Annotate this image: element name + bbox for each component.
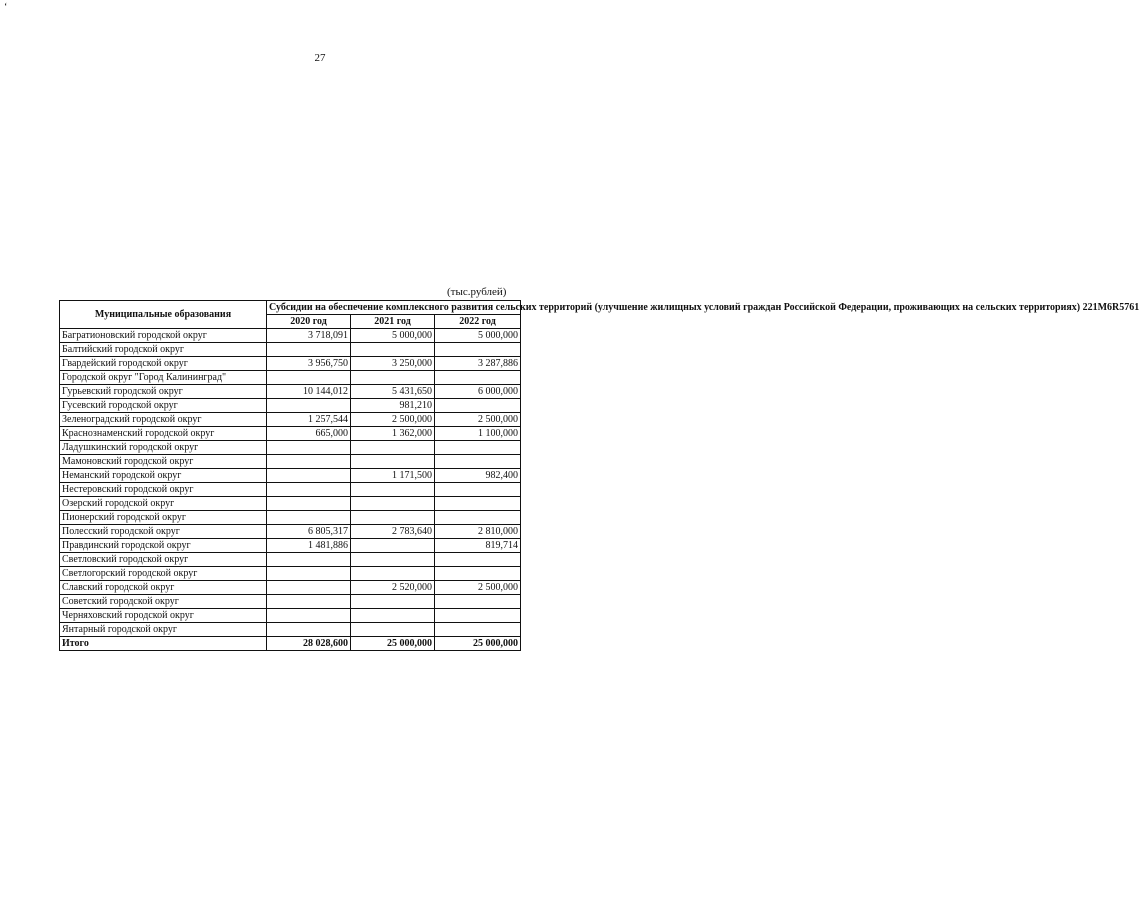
municipality-cell: Гусевский городской округ <box>60 399 267 413</box>
value-2022-cell <box>435 483 521 497</box>
table-row <box>60 553 521 567</box>
value-2022-cell: 3 287,886 <box>435 357 521 371</box>
value-2022-cell <box>435 567 521 581</box>
municipality-cell: Янтарный городской округ <box>60 623 267 637</box>
value-2021-cell <box>351 553 435 567</box>
corner-mark: ʻ <box>4 2 8 13</box>
value-2022-cell: 819,714 <box>435 539 521 553</box>
table-row <box>60 427 521 441</box>
value-2022-cell <box>435 441 521 455</box>
table-row <box>60 539 521 553</box>
header-subsidy: Субсидии на обеспечение комплексного развития сельских территорий (улучшение жилищных условий граждан Российской Федерации, проживающих на сельских территориях) 221M6R5761 <box>267 301 521 315</box>
municipality-cell: Озерский городской округ <box>60 497 267 511</box>
value-2021-cell: 3 250,000 <box>351 357 435 371</box>
value-2022-cell: 6 000,000 <box>435 385 521 399</box>
municipality-cell: Зеленоградский городской округ <box>60 413 267 427</box>
value-2022-cell: 2 810,000 <box>435 525 521 539</box>
header-year-2020: 2020 год <box>267 315 351 329</box>
municipality-cell: Черняховский городской округ <box>60 609 267 623</box>
header-year-2021: 2021 год <box>351 315 435 329</box>
value-2021-cell: 981,210 <box>351 399 435 413</box>
municipality-cell: Ладушкинский городской округ <box>60 441 267 455</box>
value-2020-cell <box>267 497 351 511</box>
value-2022-cell: 982,400 <box>435 469 521 483</box>
value-2021-cell <box>351 497 435 511</box>
value-2021-cell: 2 500,000 <box>351 413 435 427</box>
value-2022-cell: 2 500,000 <box>435 581 521 595</box>
value-2022-cell <box>435 399 521 413</box>
units-label: (тыс.рублей) <box>447 286 507 298</box>
municipality-cell: Светловский городской округ <box>60 553 267 567</box>
table-row <box>60 469 521 483</box>
subsidy-table <box>59 300 1139 651</box>
value-2021-cell <box>351 343 435 357</box>
table-row <box>60 525 521 539</box>
total-2020: 28 028,600 <box>267 637 351 651</box>
municipality-cell: Полесский городской округ <box>60 525 267 539</box>
table-row <box>60 497 521 511</box>
value-2021-cell <box>351 539 435 553</box>
value-2022-cell <box>435 371 521 385</box>
value-2022-cell <box>435 595 521 609</box>
table-row <box>60 511 521 525</box>
table-row <box>60 371 521 385</box>
value-2020-cell <box>267 441 351 455</box>
value-2022-cell: 2 500,000 <box>435 413 521 427</box>
table-row <box>60 413 521 427</box>
municipality-cell: Пионерский городской округ <box>60 511 267 525</box>
value-2021-cell <box>351 567 435 581</box>
municipality-cell: Краснознаменский городской округ <box>60 427 267 441</box>
municipality-cell: Правдинский городской округ <box>60 539 267 553</box>
table-row <box>60 357 521 371</box>
table-row <box>60 567 521 581</box>
value-2020-cell <box>267 567 351 581</box>
table-row <box>60 595 521 609</box>
value-2020-cell: 3 718,091 <box>267 329 351 343</box>
page-number: 27 <box>314 52 326 64</box>
value-2022-cell <box>435 609 521 623</box>
municipality-cell: Советский городской округ <box>60 595 267 609</box>
value-2022-cell <box>435 623 521 637</box>
value-2020-cell: 1 481,886 <box>267 539 351 553</box>
total-label: Итого <box>60 637 267 651</box>
value-2020-cell: 6 805,317 <box>267 525 351 539</box>
table-row <box>60 441 521 455</box>
value-2020-cell <box>267 371 351 385</box>
value-2020-cell <box>267 581 351 595</box>
municipality-cell: Гвардейский городской округ <box>60 357 267 371</box>
value-2022-cell <box>435 455 521 469</box>
value-2021-cell <box>351 371 435 385</box>
value-2021-cell <box>351 455 435 469</box>
value-2021-cell: 1 362,000 <box>351 427 435 441</box>
value-2020-cell <box>267 343 351 357</box>
value-2021-cell <box>351 595 435 609</box>
value-2020-cell: 3 956,750 <box>267 357 351 371</box>
municipality-cell: Славский городской округ <box>60 581 267 595</box>
municipality-cell: Багратионовский городской округ <box>60 329 267 343</box>
value-2022-cell <box>435 511 521 525</box>
value-2020-cell <box>267 623 351 637</box>
value-2021-cell <box>351 441 435 455</box>
municipality-cell: Балтийский городской округ <box>60 343 267 357</box>
municipality-cell: Гурьевский городской округ <box>60 385 267 399</box>
value-2021-cell: 2 783,640 <box>351 525 435 539</box>
value-2020-cell <box>267 553 351 567</box>
header-year-2022: 2022 год <box>435 315 521 329</box>
value-2022-cell <box>435 497 521 511</box>
value-2020-cell <box>267 609 351 623</box>
value-2021-cell: 5 431,650 <box>351 385 435 399</box>
value-2020-cell <box>267 399 351 413</box>
table-row <box>60 385 521 399</box>
total-row <box>60 637 521 651</box>
table-row <box>60 609 521 623</box>
header-municipal: Муниципальные образования <box>60 301 267 329</box>
table-body <box>60 329 521 637</box>
value-2021-cell: 2 520,000 <box>351 581 435 595</box>
table-row <box>60 399 521 413</box>
value-2020-cell <box>267 455 351 469</box>
value-2022-cell: 5 000,000 <box>435 329 521 343</box>
municipality-cell: Городской округ "Город Калининград" <box>60 371 267 385</box>
table-row <box>60 455 521 469</box>
value-2022-cell: 1 100,000 <box>435 427 521 441</box>
table-row <box>60 581 521 595</box>
value-2021-cell <box>351 511 435 525</box>
value-2020-cell <box>267 469 351 483</box>
total-2022: 25 000,000 <box>435 637 521 651</box>
value-2021-cell <box>351 623 435 637</box>
table-row <box>60 343 521 357</box>
table-row <box>60 623 521 637</box>
value-2020-cell: 1 257,544 <box>267 413 351 427</box>
value-2020-cell <box>267 511 351 525</box>
value-2020-cell: 10 144,012 <box>267 385 351 399</box>
municipality-cell: Светлогорский городской округ <box>60 567 267 581</box>
value-2021-cell <box>351 483 435 497</box>
value-2020-cell <box>267 483 351 497</box>
value-2020-cell <box>267 595 351 609</box>
value-2022-cell <box>435 343 521 357</box>
total-2021: 25 000,000 <box>351 637 435 651</box>
municipality-cell: Нестеровский городской округ <box>60 483 267 497</box>
value-2021-cell: 1 171,500 <box>351 469 435 483</box>
municipality-cell: Мамоновский городской округ <box>60 455 267 469</box>
table-row <box>60 483 521 497</box>
value-2021-cell <box>351 609 435 623</box>
table-row <box>60 329 521 343</box>
value-2022-cell <box>435 553 521 567</box>
value-2021-cell: 5 000,000 <box>351 329 435 343</box>
value-2020-cell: 665,000 <box>267 427 351 441</box>
municipality-cell: Неманский городской округ <box>60 469 267 483</box>
